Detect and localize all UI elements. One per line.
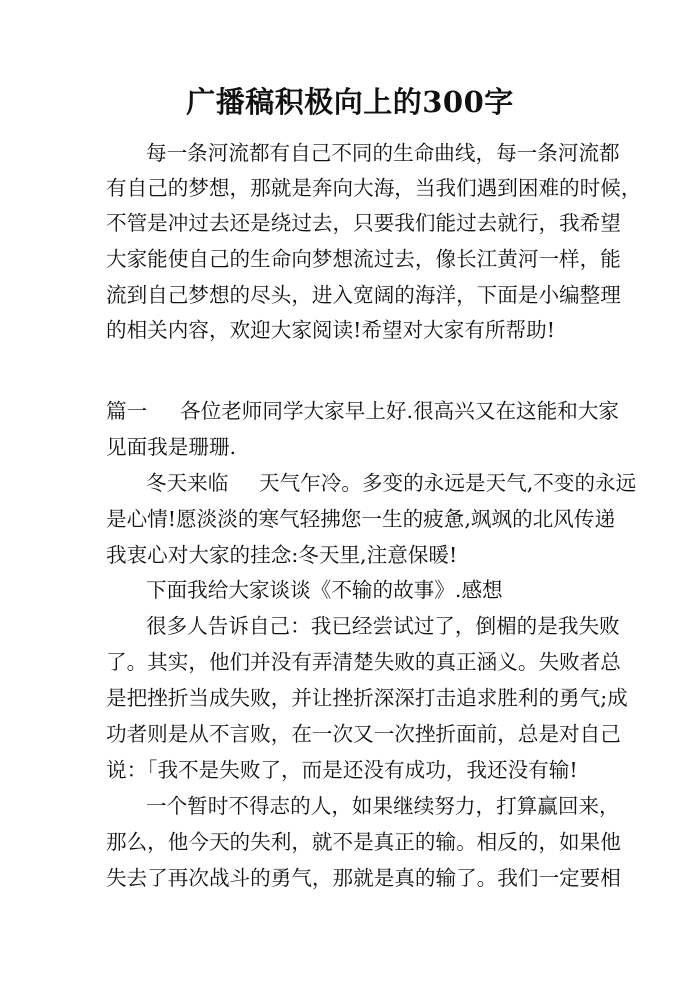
winter-line-3: 我衷心对大家的挂念:冬天里,注意保暖! [106, 543, 458, 567]
section1-line-1: 各位老师同学大家早上好.很高兴又在这能和大家 [180, 399, 620, 423]
failure-line-4: 功者则是从不言败，在一次又一次挫折面前，总是对自己 [106, 722, 621, 746]
failure-line-5: 说：「我不是失败了，而是还没有成功，我还没有输! [106, 758, 578, 782]
failure-line-1: 很多人告诉自己：我已经尝试过了，倒楣的是我失败 [146, 614, 620, 638]
section-label: 篇一 [106, 399, 148, 423]
intro-line-1: 每一条河流都有自己不同的生命曲线，每一条河流都 [146, 141, 620, 165]
setback-line-3: 失去了再次战斗的勇气，那就是真的输了。我们一定要相 [106, 866, 621, 890]
intro-line-5: 流到自己梦想的尽头，进入宽阔的海洋，下面是小编整理 [106, 283, 621, 307]
winter-line-1: 天气乍冷。多变的永远是天气,不变的永远 [259, 471, 637, 495]
section1-line-2: 见面我是珊珊. [106, 435, 237, 459]
winter-label: 冬天来临 [146, 471, 229, 495]
intro-line-6: 的相关内容，欢迎大家阅读!希望对大家有所帮助! [106, 318, 556, 342]
setback-line-1: 一个暂时不得志的人，如果继续努力，打算赢回来， [146, 794, 620, 818]
winter-line-2: 是心情!愿淡淡的寒气轻拂您一生的疲惫,飒飒的北风传递 [106, 507, 616, 531]
intro-line-2: 有自己的梦想，那就是奔向大海，当我们遇到困难的时候， [106, 176, 642, 200]
intro-line-3: 不管是冲过去还是绕过去，只要我们能过去就行，我希望 [106, 211, 621, 235]
failure-line-3: 是把挫折当成失败，并让挫折深深打击追求胜利的勇气;成 [106, 686, 628, 710]
document-title: 广播稿积极向上的300字 [186, 85, 514, 119]
setback-line-2: 那么，他今天的失利，就不是真正的输。相反的，如果他 [106, 830, 621, 854]
intro-line-4: 大家能使自己的生命向梦想流过去，像长江黄河一样，能 [106, 247, 621, 271]
story-intro-line: 下面我给大家谈谈《不输的故事》.感想 [146, 578, 503, 602]
failure-line-2: 了。其实，他们并没有弄清楚失败的真正涵义。失败者总 [106, 650, 621, 674]
